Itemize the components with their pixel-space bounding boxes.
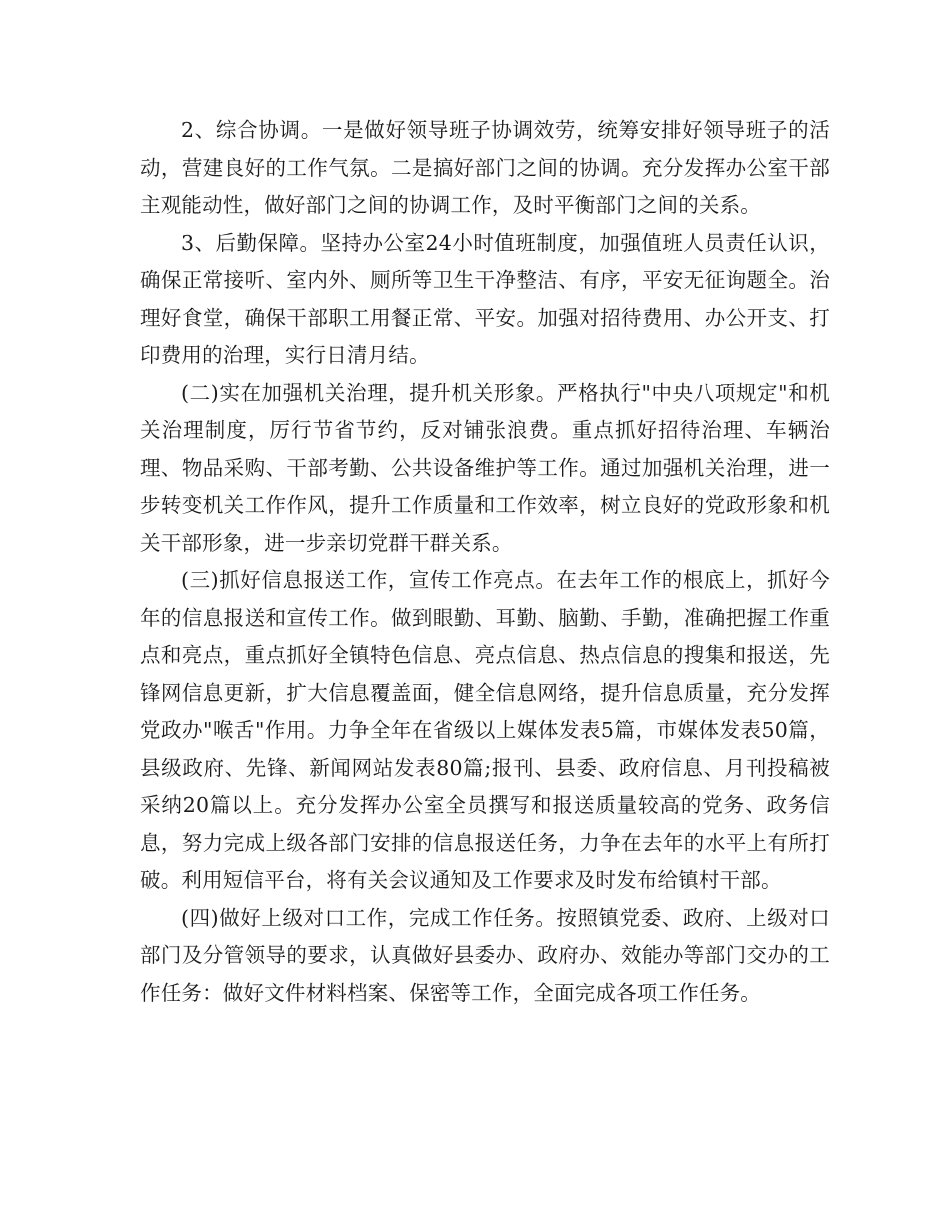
paragraph-superior-liaison: (四)做好上级对口工作，完成工作任务。按照镇党委、政府、上级对口部门及分管领导的要求，认真做好县委办、政府办、效能办等部门交办的工作任务：做好文件材料档案、保密等工作，全面完成各项工作任务。: [140, 905, 830, 1005]
paragraph-information-reporting: (三)抓好信息报送工作，宣传工作亮点。在去年工作的根底上，抓好今年的信息报送和宣传工作。做到眼勤、耳勤、脑勤、手勤，准确把握工作重点和亮点，重点抓好全镇特色信息、亮点信息、热点信息的搜集和报送，先锋网信息更新，扩大信息覆盖面，健全信息网络，提升信息质量，充分发挥党政办"喉舌"作用。力争全年在省级以上媒体发表5篇，市媒体发表50篇，县级政府、先锋、新闻网站发表80篇;报刊、县委、政府信息、月刊投稿被采纳20篇以上。充分发挥办公室全员撰写和报送质量较高的党务、政务信息，努力完成上级各部门安排的信息报送任务，力争在去年的水平上有所打破。利用短信平台，将有关会议通知及工作要求及时发布给镇村干部。: [140, 568, 830, 892]
paragraph-logistics-support: 3、后勤保障。坚持办公室24小时值班制度，加强值班人员责任认识，确保正常接听、室内外、厕所等卫生干净整洁、有序，平安无征询题全。治理好食堂，确保干部职工用餐正常、平安。加强对招待费用、办公开支、打印费用的治理，实行日清月结。: [140, 230, 830, 367]
paragraph-comprehensive-coordination: 2、综合协调。一是做好领导班子协调效劳，统筹安排好领导班子的活动，营建良好的工作气氛。二是搞好部门之间的协调。充分发挥办公室干部主观能动性，做好部门之间的协调工作，及时平衡部门之间的关系。: [140, 118, 830, 217]
document-body: [140, 112, 830, 1012]
paragraph-office-management: (二)实在加强机关治理，提升机关形象。严格执行"中央八项规定"和机关治理制度，厉行节省节约，反对铺张浪费。重点抓好招待治理、车辆治理、物品采购、干部考勤、公共设备维护等工作。通过加强机关治理，进一步转变机关工作作风，提升工作质量和工作效率，树立良好的党政形象和机关干部形象，进一步亲切党群干群关系。: [140, 380, 830, 555]
